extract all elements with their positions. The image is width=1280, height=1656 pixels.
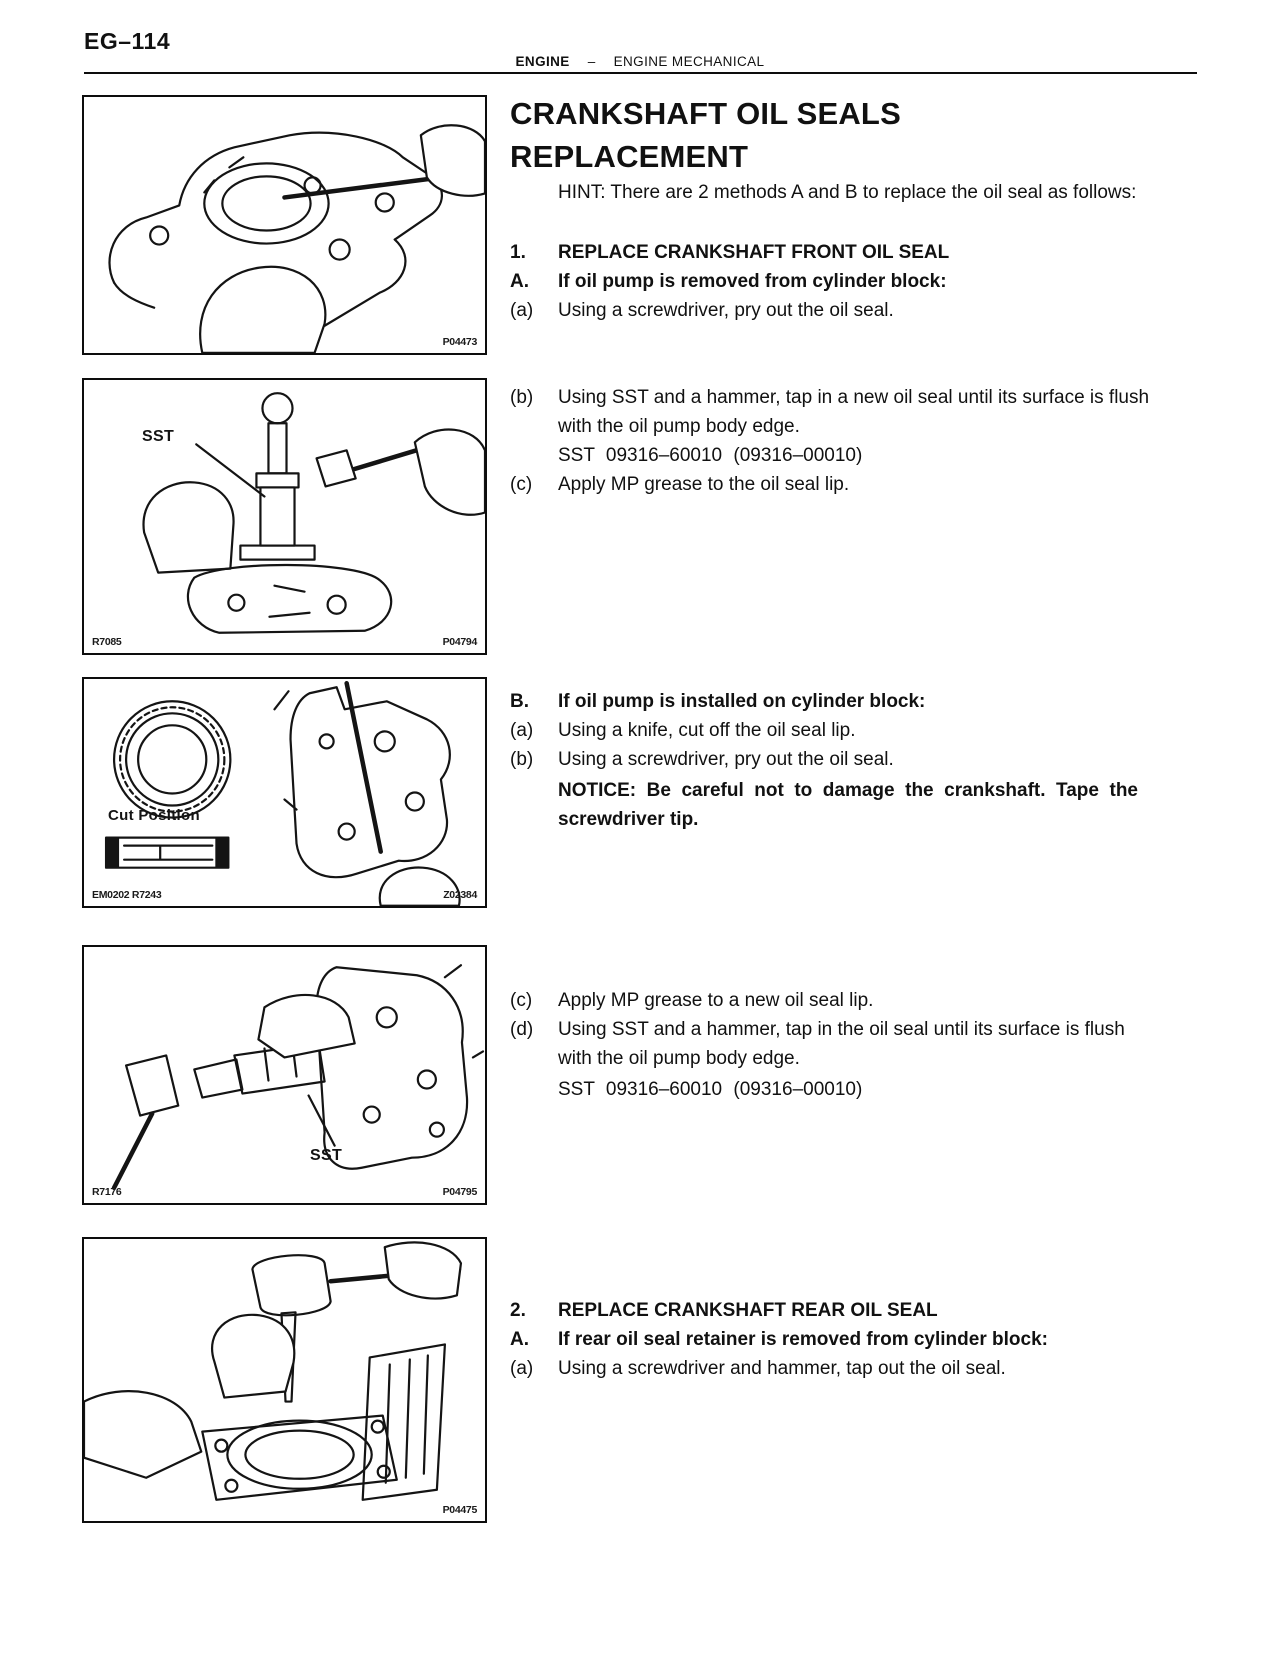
step-text: Apply MP grease to the oil seal lip. <box>558 474 850 495</box>
step-text: Using a screwdriver, pry out the oil seal. <box>558 300 894 321</box>
step-1A-b <box>510 383 1150 441</box>
step-label: 2. <box>510 1300 526 1321</box>
figure-sst-tap-seal-installed <box>82 945 487 1205</box>
step-text: REPLACE CRANKSHAFT FRONT OIL SEAL <box>558 242 950 263</box>
figure-code: Z02384 <box>443 889 477 901</box>
step-text: If rear oil seal retainer is removed from cylinder block: <box>558 1329 1048 1350</box>
step-1B-a <box>510 716 1150 745</box>
step-1A <box>510 267 1150 296</box>
step-label: (a) <box>510 1358 534 1379</box>
step-text: Using SST and a hammer, tap in a new oil seal until its surface is flush with the oil pump body edge. <box>558 387 1150 437</box>
sst-part-number: SST 09316–60010 (09316–00010) <box>558 445 863 466</box>
step-1B-d <box>510 1015 1150 1073</box>
figure-code: R7085 <box>92 636 122 648</box>
running-head-section: ENGINE <box>515 54 570 69</box>
step-label: (c) <box>510 474 533 495</box>
step-1B-b <box>510 745 1150 774</box>
step-label: A. <box>510 271 529 292</box>
figure-code: P04475 <box>442 1504 477 1516</box>
figure-5-illustration <box>84 1239 485 1521</box>
hint-text: HINT: There are 2 methods A and B to replace the oil seal as follows: <box>558 182 1137 203</box>
step-1A-a <box>510 296 1150 325</box>
figure-pry-front-seal <box>82 95 487 355</box>
step-text: Using a screwdriver and hammer, tap out the oil seal. <box>558 1358 1006 1379</box>
notice-text: NOTICE: Be careful not to damage the crankshaft. Tape the screwdriver tip. <box>558 780 1138 830</box>
step-label: A. <box>510 1329 529 1350</box>
step-label: 1. <box>510 242 526 263</box>
running-head <box>0 54 1280 69</box>
figure-code: P04795 <box>442 1186 477 1198</box>
running-head-dash: – <box>587 54 596 69</box>
step-1 <box>510 238 1150 267</box>
figure-code: R7176 <box>92 1186 122 1198</box>
figure-code: P04473 <box>442 336 477 348</box>
page-title <box>510 92 901 178</box>
page-title-line2: REPLACEMENT <box>510 139 749 174</box>
figure-cut-position-pry-seal <box>82 677 487 908</box>
step-label: (b) <box>510 749 534 770</box>
running-head-subsection: ENGINE MECHANICAL <box>613 54 765 69</box>
figure-4-illustration <box>84 947 485 1203</box>
step-text: Apply MP grease to a new oil seal lip. <box>558 990 874 1011</box>
step-text: Using SST and a hammer, tap in the oil seal until its surface is flush with the oil pump body edge. <box>558 1019 1125 1069</box>
figure-3-illustration <box>84 679 485 906</box>
step-2A <box>510 1325 1150 1354</box>
figure-code: EM0202 R7243 <box>92 889 162 901</box>
step-label: (a) <box>510 720 534 741</box>
page-number: EG–114 <box>84 28 171 54</box>
step-text: Using a knife, cut off the oil seal lip. <box>558 720 856 741</box>
cut-position-label: Cut Position <box>108 807 200 824</box>
figure-1-illustration <box>84 97 485 353</box>
figure-tap-out-rear-seal <box>82 1237 487 1523</box>
sst-label: SST <box>310 1147 343 1164</box>
step-label: (d) <box>510 1019 534 1040</box>
step-text: Using a screwdriver, pry out the oil seal. <box>558 749 894 770</box>
sst-label: SST <box>142 428 175 445</box>
step-label: (a) <box>510 300 534 321</box>
figure-sst-tap-front-seal <box>82 378 487 655</box>
header-rule <box>84 72 1197 74</box>
figure-code: P04794 <box>442 636 477 648</box>
step-1B <box>510 687 1150 716</box>
step-1A-c <box>510 470 1150 499</box>
sst-part-number: SST 09316–60010 (09316–00010) <box>558 1079 863 1100</box>
figure-2-illustration <box>84 380 485 653</box>
step-label: (b) <box>510 387 534 408</box>
step-label: (c) <box>510 990 533 1011</box>
step-text: If oil pump is installed on cylinder block: <box>558 691 926 712</box>
page-title-line1: CRANKSHAFT OIL SEALS <box>510 96 901 131</box>
step-1B-c <box>510 986 1150 1015</box>
step-2 <box>510 1296 1150 1325</box>
step-2A-a <box>510 1354 1150 1383</box>
step-text: REPLACE CRANKSHAFT REAR OIL SEAL <box>558 1300 938 1321</box>
step-label: B. <box>510 691 529 712</box>
step-text: If oil pump is removed from cylinder block: <box>558 271 947 292</box>
